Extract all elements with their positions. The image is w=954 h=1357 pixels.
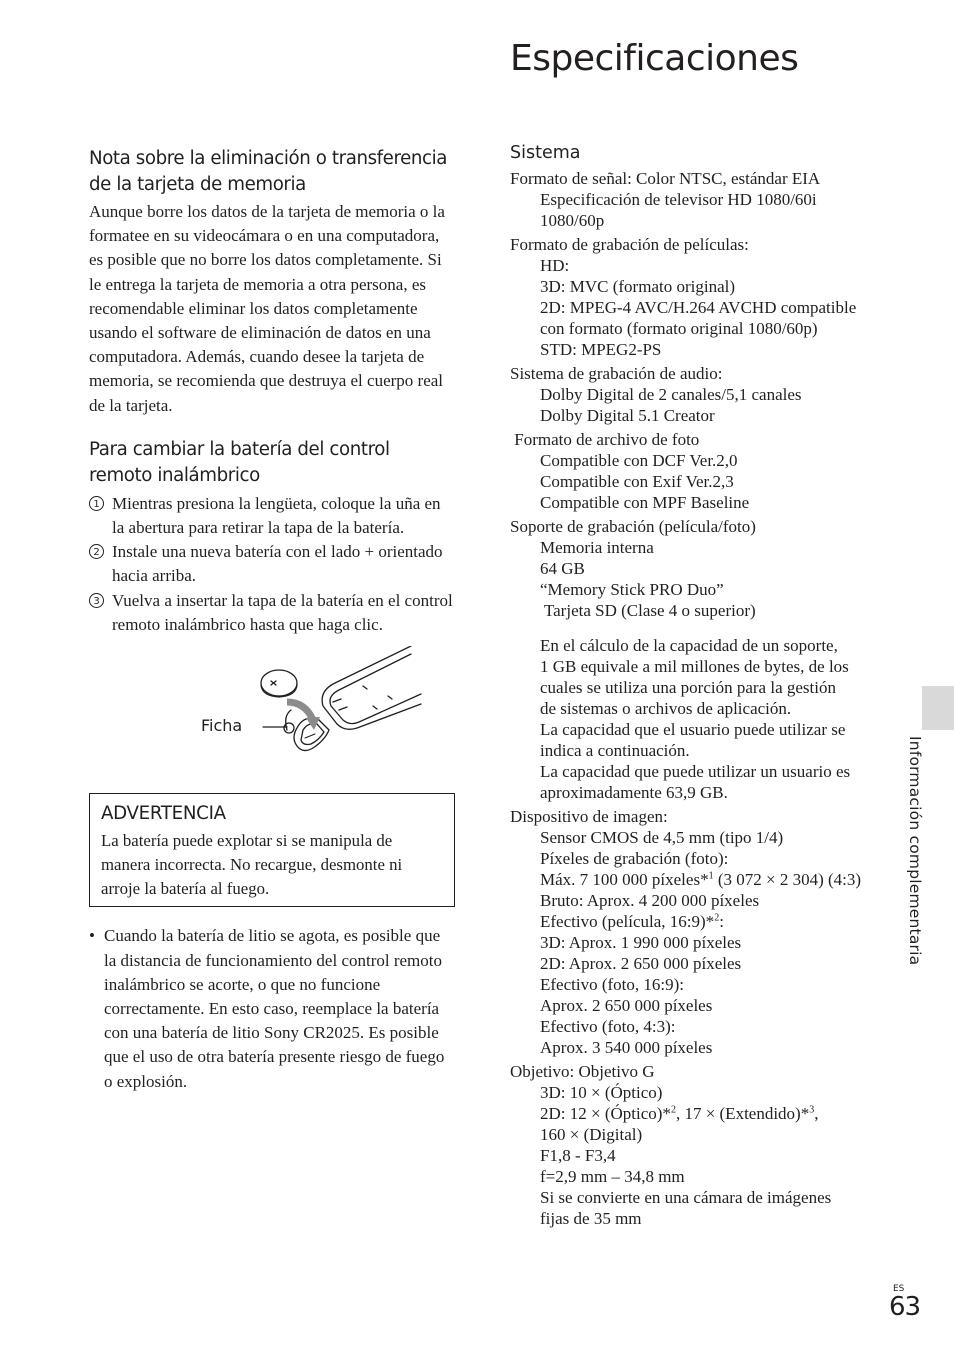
battery-figure — [89, 646, 455, 771]
spec-note: cuales se utiliza una porción para la gestión — [540, 678, 836, 697]
spec-item: Efectivo (foto, 4:3): — [540, 1017, 676, 1036]
warning-title: ADVERTENCIA — [101, 803, 226, 825]
spec-signal-format — [510, 168, 910, 231]
battery-note-text: Cuando la batería de litio se agota, es posible que la distancia de funcionamiento del control remoto inalámbrico se acorte, o que no funcione correctamente. En esto caso, reemplace la batería con una batería de litio Sony CR2025. Es posible que el uso de otra batería presente riesgo de fuego o explosión. — [104, 926, 445, 1091]
spec-item: Dolby Digital 5.1 Creator — [540, 406, 715, 425]
page-title: Especificaciones — [510, 38, 799, 79]
spec-item: 3D: MVC (formato original) — [540, 277, 735, 296]
spec-recording-media — [510, 516, 910, 803]
spec-item: Aprox. 2 650 000 píxeles — [540, 996, 713, 1015]
spec-item: “Memory Stick PRO Duo” — [540, 580, 724, 599]
step-2 — [89, 540, 455, 588]
spec-item: F1,8 - F3,4 — [540, 1146, 616, 1165]
battery-steps — [89, 492, 455, 637]
spec-note: La capacidad que puede utilizar un usuario es — [540, 762, 851, 781]
spec-item: 3D: Aprox. 1 990 000 píxeles — [540, 933, 742, 952]
spec-note: aproximadamente 63,9 GB. — [540, 783, 728, 802]
step-text-2: Instale una nueva batería con el lado + orientado hacia arriba. — [112, 542, 443, 586]
spec-label: Formato de archivo de foto — [510, 430, 700, 449]
spec-label: Dispositivo de imagen: — [510, 807, 668, 826]
spec-label: Soporte de grabación (película/foto) — [510, 517, 756, 536]
system-heading: Sistema — [510, 143, 581, 163]
left-column — [89, 146, 455, 1094]
spec-item: 1080/60p — [540, 211, 605, 230]
spec-item: Píxeles de grabación (foto): — [540, 849, 729, 868]
figure-label-ficha: Ficha — [201, 716, 243, 736]
right-column — [510, 141, 910, 1229]
spec-item: con formato (formato original 1080/60p) — [540, 319, 818, 338]
step-3 — [89, 589, 455, 637]
spec-item: 2D: MPEG-4 AVC/H.264 AVCHD compatible — [540, 298, 857, 317]
spec-item: Memoria interna — [540, 538, 654, 557]
spec-item: HD: — [540, 256, 570, 275]
spec-item: 160 × (Digital) — [540, 1125, 643, 1144]
spec-item-max-pixels: Máx. 7 100 000 píxeles*$^1$ (3 072 × 2 304) (4:3) — [540, 870, 862, 889]
side-section-label: Información complementaria — [906, 736, 924, 966]
spec-item: Tarjeta SD (Clase 4 o superior) — [540, 601, 756, 620]
step-number-3: 3 — [89, 593, 104, 608]
spec-photo-format — [510, 429, 910, 513]
spec-label: Formato de señal: Color NTSC, estándar EIA — [510, 169, 821, 188]
spec-item: Especificación de televisor HD 1080/60i — [540, 190, 817, 209]
spec-label: Sistema de grabación de audio: — [510, 364, 723, 383]
step-text-1: Mientras presiona la lengüeta, coloque la uña en la abertura para retirar la tapa de la batería. — [112, 493, 441, 538]
spec-item: Sensor CMOS de 4,5 mm (tipo 1/4) — [540, 828, 784, 847]
spec-note: En el cálculo de la capacidad de un soporte, — [540, 636, 838, 655]
spec-lens — [510, 1061, 910, 1229]
spec-label: Objetivo: Objetivo G — [510, 1062, 655, 1081]
spec-note: de sistemas o archivos de aplicación. — [540, 699, 792, 718]
spec-item: 2D: Aprox. 2 650 000 píxeles — [540, 954, 742, 973]
step-number-2: 2 — [89, 544, 104, 559]
spec-item: fijas de 35 mm — [540, 1209, 642, 1228]
spec-item: Compatible con Exif Ver.2,3 — [540, 472, 734, 491]
spec-note: La capacidad que el usuario puede utilizar se — [540, 720, 846, 739]
section-tab-marker — [922, 686, 954, 730]
section-body-memory-card: Aunque borre los datos de la tarjeta de memoria o la formatee en su videocámara o en una computadora, es posible que no borre los datos completamente. Si le entrega la tarjeta de memoria a otra persona, es recomendable eliminar los datos completamente usando el software de eliminación de datos en una computadora. Además, cuando desee la tarjeta de memoria, se recomienda que destruya el cuerpo real de la tarjeta. — [89, 202, 445, 415]
step-number-1: 1 — [89, 496, 104, 511]
warning-box — [89, 793, 455, 907]
bullet-icon: • — [89, 926, 95, 946]
page-number: 63 — [889, 1292, 921, 1322]
step-text-3: Vuelva a insertar la tapa de la batería en el control remoto inalámbrico hasta que haga clic. — [112, 590, 453, 634]
spec-item: Efectivo (foto, 16:9): — [540, 975, 684, 994]
section-heading-battery: Para cambiar la batería del control remoto inalámbrico — [89, 438, 390, 486]
spec-note: indica a continuación. — [540, 741, 690, 760]
battery-note — [89, 924, 455, 1093]
spec-item-effective-movie: Efectivo (película, 16:9)*$^2$: — [540, 912, 724, 931]
remote-battery-illustration — [253, 646, 423, 766]
spec-item: f=2,9 mm – 34,8 mm — [540, 1167, 685, 1186]
spec-item: Compatible con DCF Ver.2,0 — [540, 451, 738, 470]
spec-item: STD: MPEG2-PS — [540, 340, 662, 359]
section-heading-memory-card: Nota sobre la eliminación o transferencia de la tarjeta de memoria — [89, 148, 448, 195]
language-code: ES — [893, 1284, 905, 1294]
spec-image-device — [510, 806, 910, 1058]
warning-text: La batería puede explotar si se manipula de manera incorrecta. No recargue, desmonte ni arroje la batería al fuego. — [101, 831, 403, 898]
spec-audio-system — [510, 363, 910, 426]
spec-item: 3D: 10 × (Óptico) — [540, 1083, 663, 1102]
spec-label: Formato de grabación de películas: — [510, 235, 749, 254]
spec-item: Bruto: Aprox. 4 200 000 píxeles — [540, 891, 760, 910]
spec-item: Compatible con MPF Baseline — [540, 493, 750, 512]
spec-item: Aprox. 3 540 000 píxeles — [540, 1038, 713, 1057]
spec-item: Si se convierte en una cámara de imágenes — [540, 1188, 832, 1207]
step-1 — [89, 492, 455, 540]
spec-item: Dolby Digital de 2 canales/5,1 canales — [540, 385, 802, 404]
spec-item: 64 GB — [540, 559, 585, 578]
spec-item-2d-zoom: 2D: 12 × (Óptico)*$^2$, 17 × (Extendido)*$^3$, — [540, 1104, 819, 1123]
spec-note: 1 GB equivale a mil millones de bytes, de los — [540, 657, 849, 676]
spec-movie-format — [510, 234, 910, 360]
